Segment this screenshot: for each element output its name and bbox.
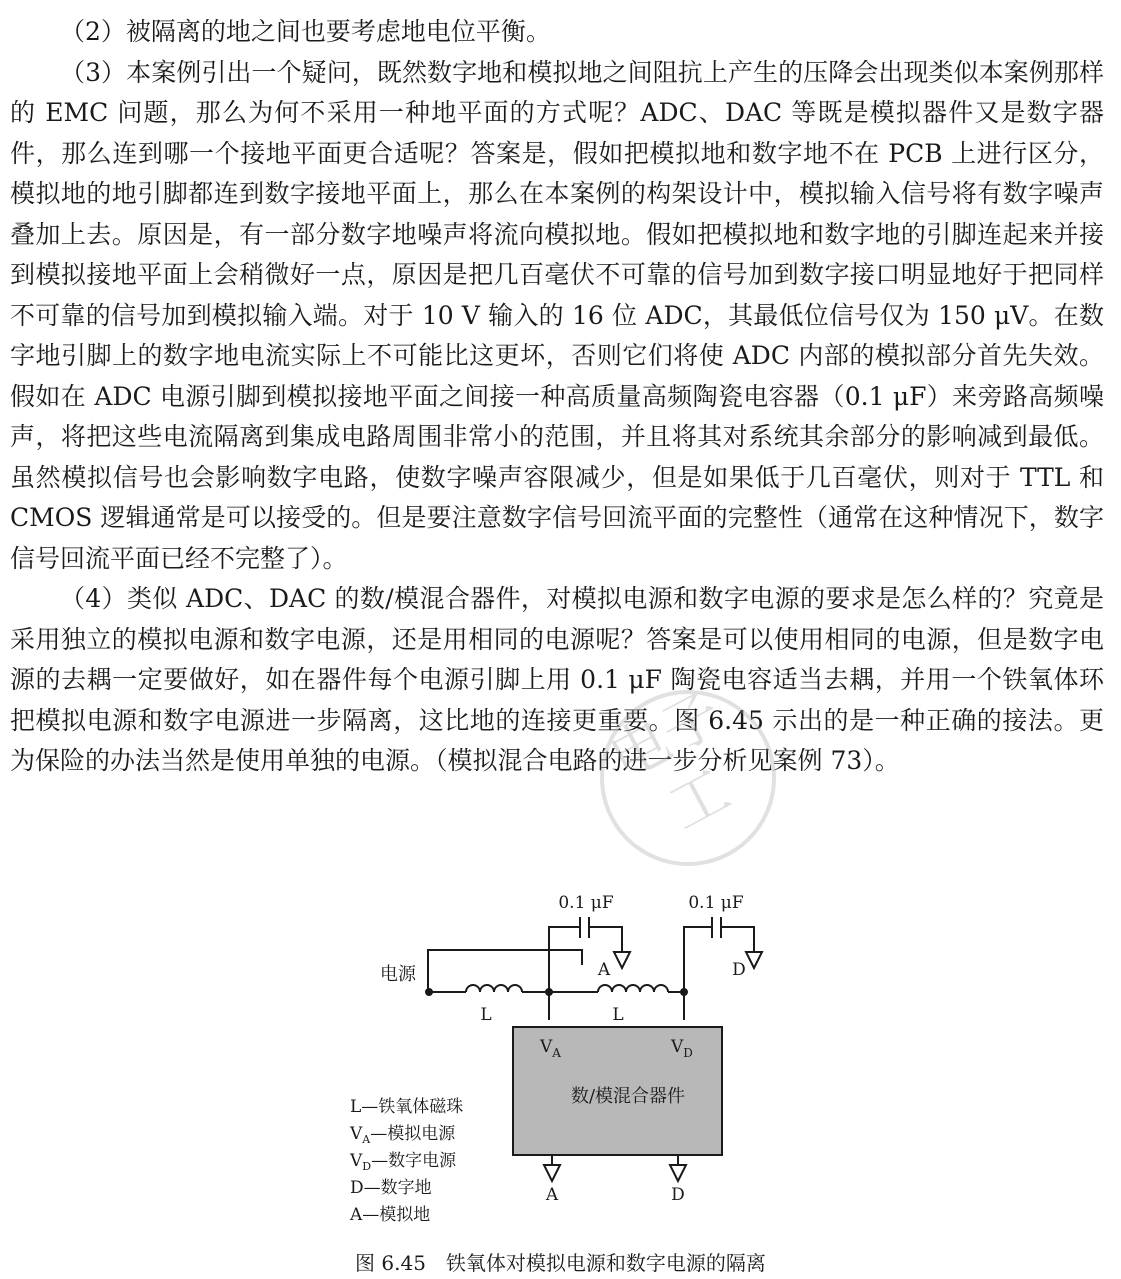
legend-a: A—模拟地 <box>350 1205 431 1225</box>
wire-va-cap <box>549 927 580 1020</box>
ground-a-cap-symbol <box>614 952 630 968</box>
legend-va: $V_A—$模拟电源 <box>350 1124 456 1146</box>
inductor-1-label: L <box>480 1005 492 1025</box>
ground-d-cap-label: D <box>732 960 746 980</box>
cap-d-value: 0.1 μF <box>688 893 744 913</box>
cap-a-value: 0.1 μF <box>558 893 614 913</box>
power-label: 电源 <box>380 964 416 985</box>
ground-a-symbol <box>544 1165 560 1181</box>
va-pin-label: $V_A$ <box>540 1037 561 1060</box>
ground-a-cap-label: A <box>597 960 611 980</box>
legend-vd: $V_D—$数字电源 <box>350 1151 457 1173</box>
inductor-2-label: L <box>612 1005 624 1025</box>
wire-vd-cap <box>684 927 712 1020</box>
device-label: 数/模混合器件 <box>570 1086 686 1107</box>
legend-l: L—铁氧体磁珠 <box>350 1097 464 1117</box>
vd-pin-label: $V_D$ <box>671 1037 693 1060</box>
ground-d-cap-symbol <box>746 952 762 968</box>
paragraph-4: （4）类似 ADC、DAC 的数/模混合器件，对模拟电源和数字电源的要求是怎么样的？究竟是采用独立的模拟电源和数字电源，还是用相同的电源呢？答案是可以使用相同的电源，但是数字电源的去耦一定要做好，如在器件每个电源引脚上用 0.1 μF 陶瓷电容适当去耦，并用一个铁氧体环把模拟电源和数字电源进一步隔离，这比地的连接更重要。图 6.45 示出的是一种正确的接法。更为保险的办法当然是使用单独的电源。（模拟混合电路的进一步分析见案例 73）。 <box>10 584 1104 775</box>
wire-cap-d-ground <box>721 927 754 952</box>
body-text <box>10 12 1104 782</box>
figure-6-45 <box>0 880 1121 1279</box>
legend-d: D—数字地 <box>350 1178 432 1198</box>
paragraph-3: （3）本案例引出一个疑问，既然数字地和模拟地之间阻抗上产生的压降会出现类似本案例那样的 EMC 问题，那么为何不采用一种地平面的方式呢？ADC、DAC 等既是模拟器件又是数字器件，那么连到哪一个接地平面更合适呢？答案是，假如把模拟地和数字地不在 PCB 上进行区分，模拟地的地引脚都连到数字接地平面上，那么在本案例的构架设计中，模拟输入信号将有数字噪声叠加上去。原因是，有一部分数字地噪声将流向模拟地。假如把模拟地和数字地的引脚连起来并接到模拟接地平面上会稍微好一点，原因是把几百毫伏不可靠的信号加到数字接口明显地好于把同样不可靠的信号加到模拟输入端。对于 10 V 输入的 16 位 ADC，其最低位信号仅为 150 μV。在数字地引脚上的数字地电流实际上不可能比这更坏，否则它们将使 ADC 内部的模拟部分首先失效。假如在 ADC 电源引脚到模拟接地平面之间接一种高质量高频陶瓷电容器（0.1 μF）来旁路高频噪声，将把这些电流隔离到集成电路周围非常小的范围，并且将其对系统其余部分的影响减到最低。虽然模拟信号也会影响数字电路，使数字噪声容限减少，但是如果低于几百毫伏，则对于 TTL 和 CMOS 逻辑通常是可以接受的。但是要注意数字信号回流平面的完整性（通常在这种情况下，数字信号回流平面已经不完整了）。 <box>10 57 1104 573</box>
paragraph-2: （2）被隔离的地之间也要考虑地电位平衡。 <box>60 17 551 46</box>
figure-caption: 图 6.45 铁氧体对模拟电源和数字电源的隔离 <box>355 1251 766 1275</box>
circuit-diagram <box>0 880 1121 1279</box>
inductor-2 <box>598 985 668 992</box>
ground-d-symbol <box>670 1165 686 1181</box>
watermark-text: 电子工 <box>598 678 741 843</box>
ground-d-label: D <box>671 1185 685 1205</box>
inductor-1 <box>466 985 522 992</box>
wire-cap-a-ground <box>589 927 622 952</box>
ground-a-label: A <box>545 1185 559 1205</box>
